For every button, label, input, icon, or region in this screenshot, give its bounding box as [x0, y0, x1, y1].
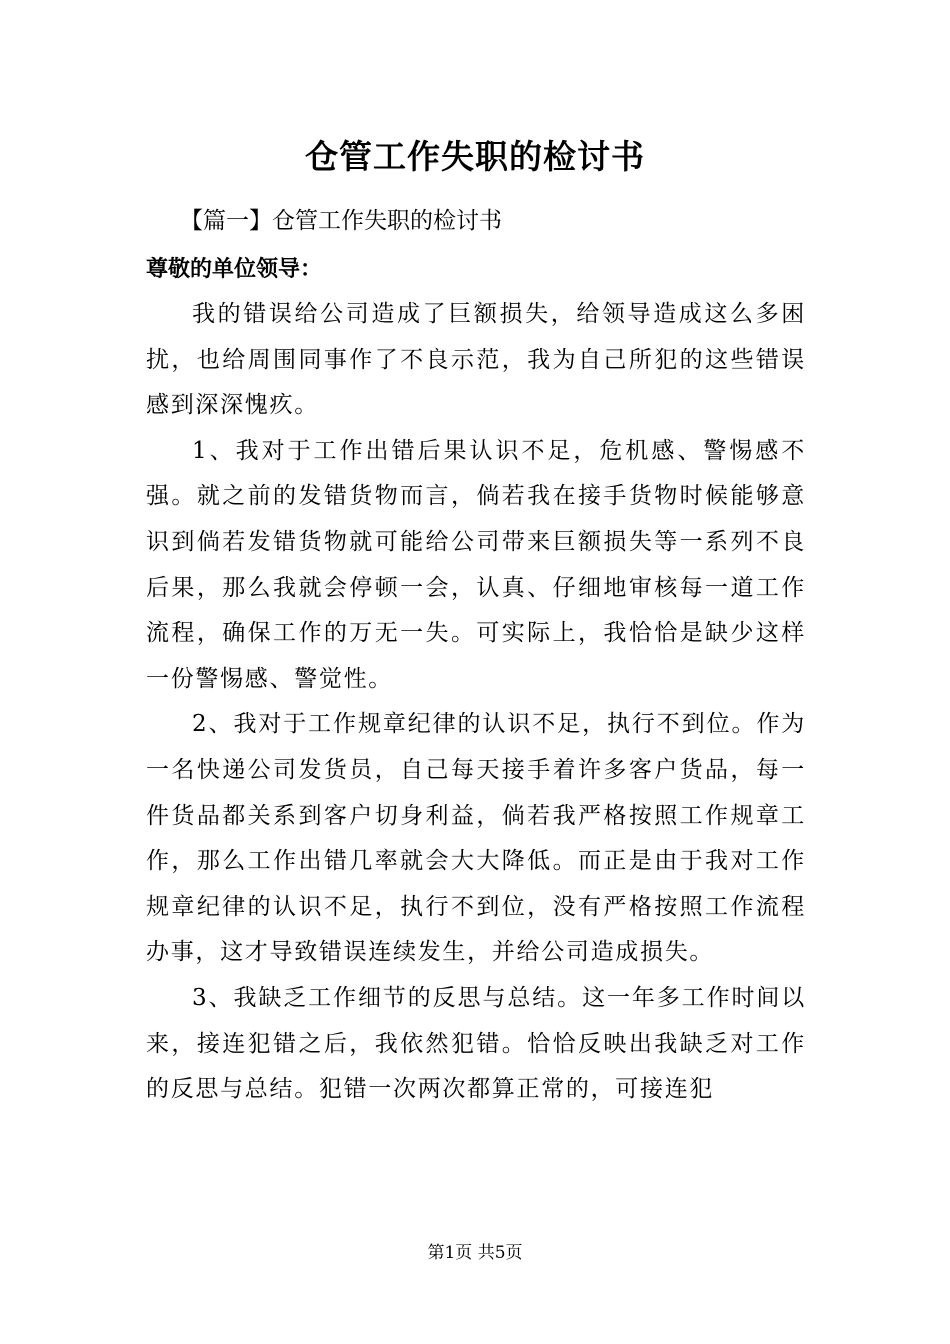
- paragraph: 2、我对于工作规章纪律的认识不足，执行不到位。作为一名快递公司发货员，自己每天接手着许多客户货品，每一件货品都关系到客户切身利益，倘若我严格按照工作规章工作，那么工作出错几率就会大大降低。而正是由于我对工作规章纪律的认识不足，执行不到位，没有严格按照工作流程办事，这才导致错误连续发生，并给公司造成损失。: [146, 711, 806, 966]
- salutation: 尊敬的单位领导：: [146, 256, 323, 282]
- document-body: [146, 292, 806, 1113]
- paragraph: 3、我缺乏工作细节的反思与总结。这一年多工作时间以来，接连犯错之后，我依然犯错。恰恰反映出我缺乏对工作的反思与总结。犯错一次两次都算正常的，可接连犯: [146, 984, 806, 1103]
- page-footer: 第1页 共5页: [427, 1243, 523, 1263]
- paragraph: 我的错误给公司造成了巨额损失，给领导造成这么多困扰，也给周围同事作了不良示范，我为自己所犯的这些错误感到深深愧疚。: [146, 301, 806, 419]
- paragraph: 1、我对于工作出错后果认识不足，危机感、警惕感不强。就之前的发错货物而言，倘若我在接手货物时候能够意识到倘若发错货物就可能给公司带来巨额损失等一系列不良后果，那么我就会停顿一会，认真、仔细地审核每一道工作流程，确保工作的万无一失。可实际上，我恰恰是缺少这样一份警惕感、警觉性。: [146, 437, 806, 692]
- document-title: 仓管工作失职的检讨书: [305, 137, 645, 176]
- document-subtitle: 【篇一】仓管工作失职的检讨书: [180, 208, 502, 234]
